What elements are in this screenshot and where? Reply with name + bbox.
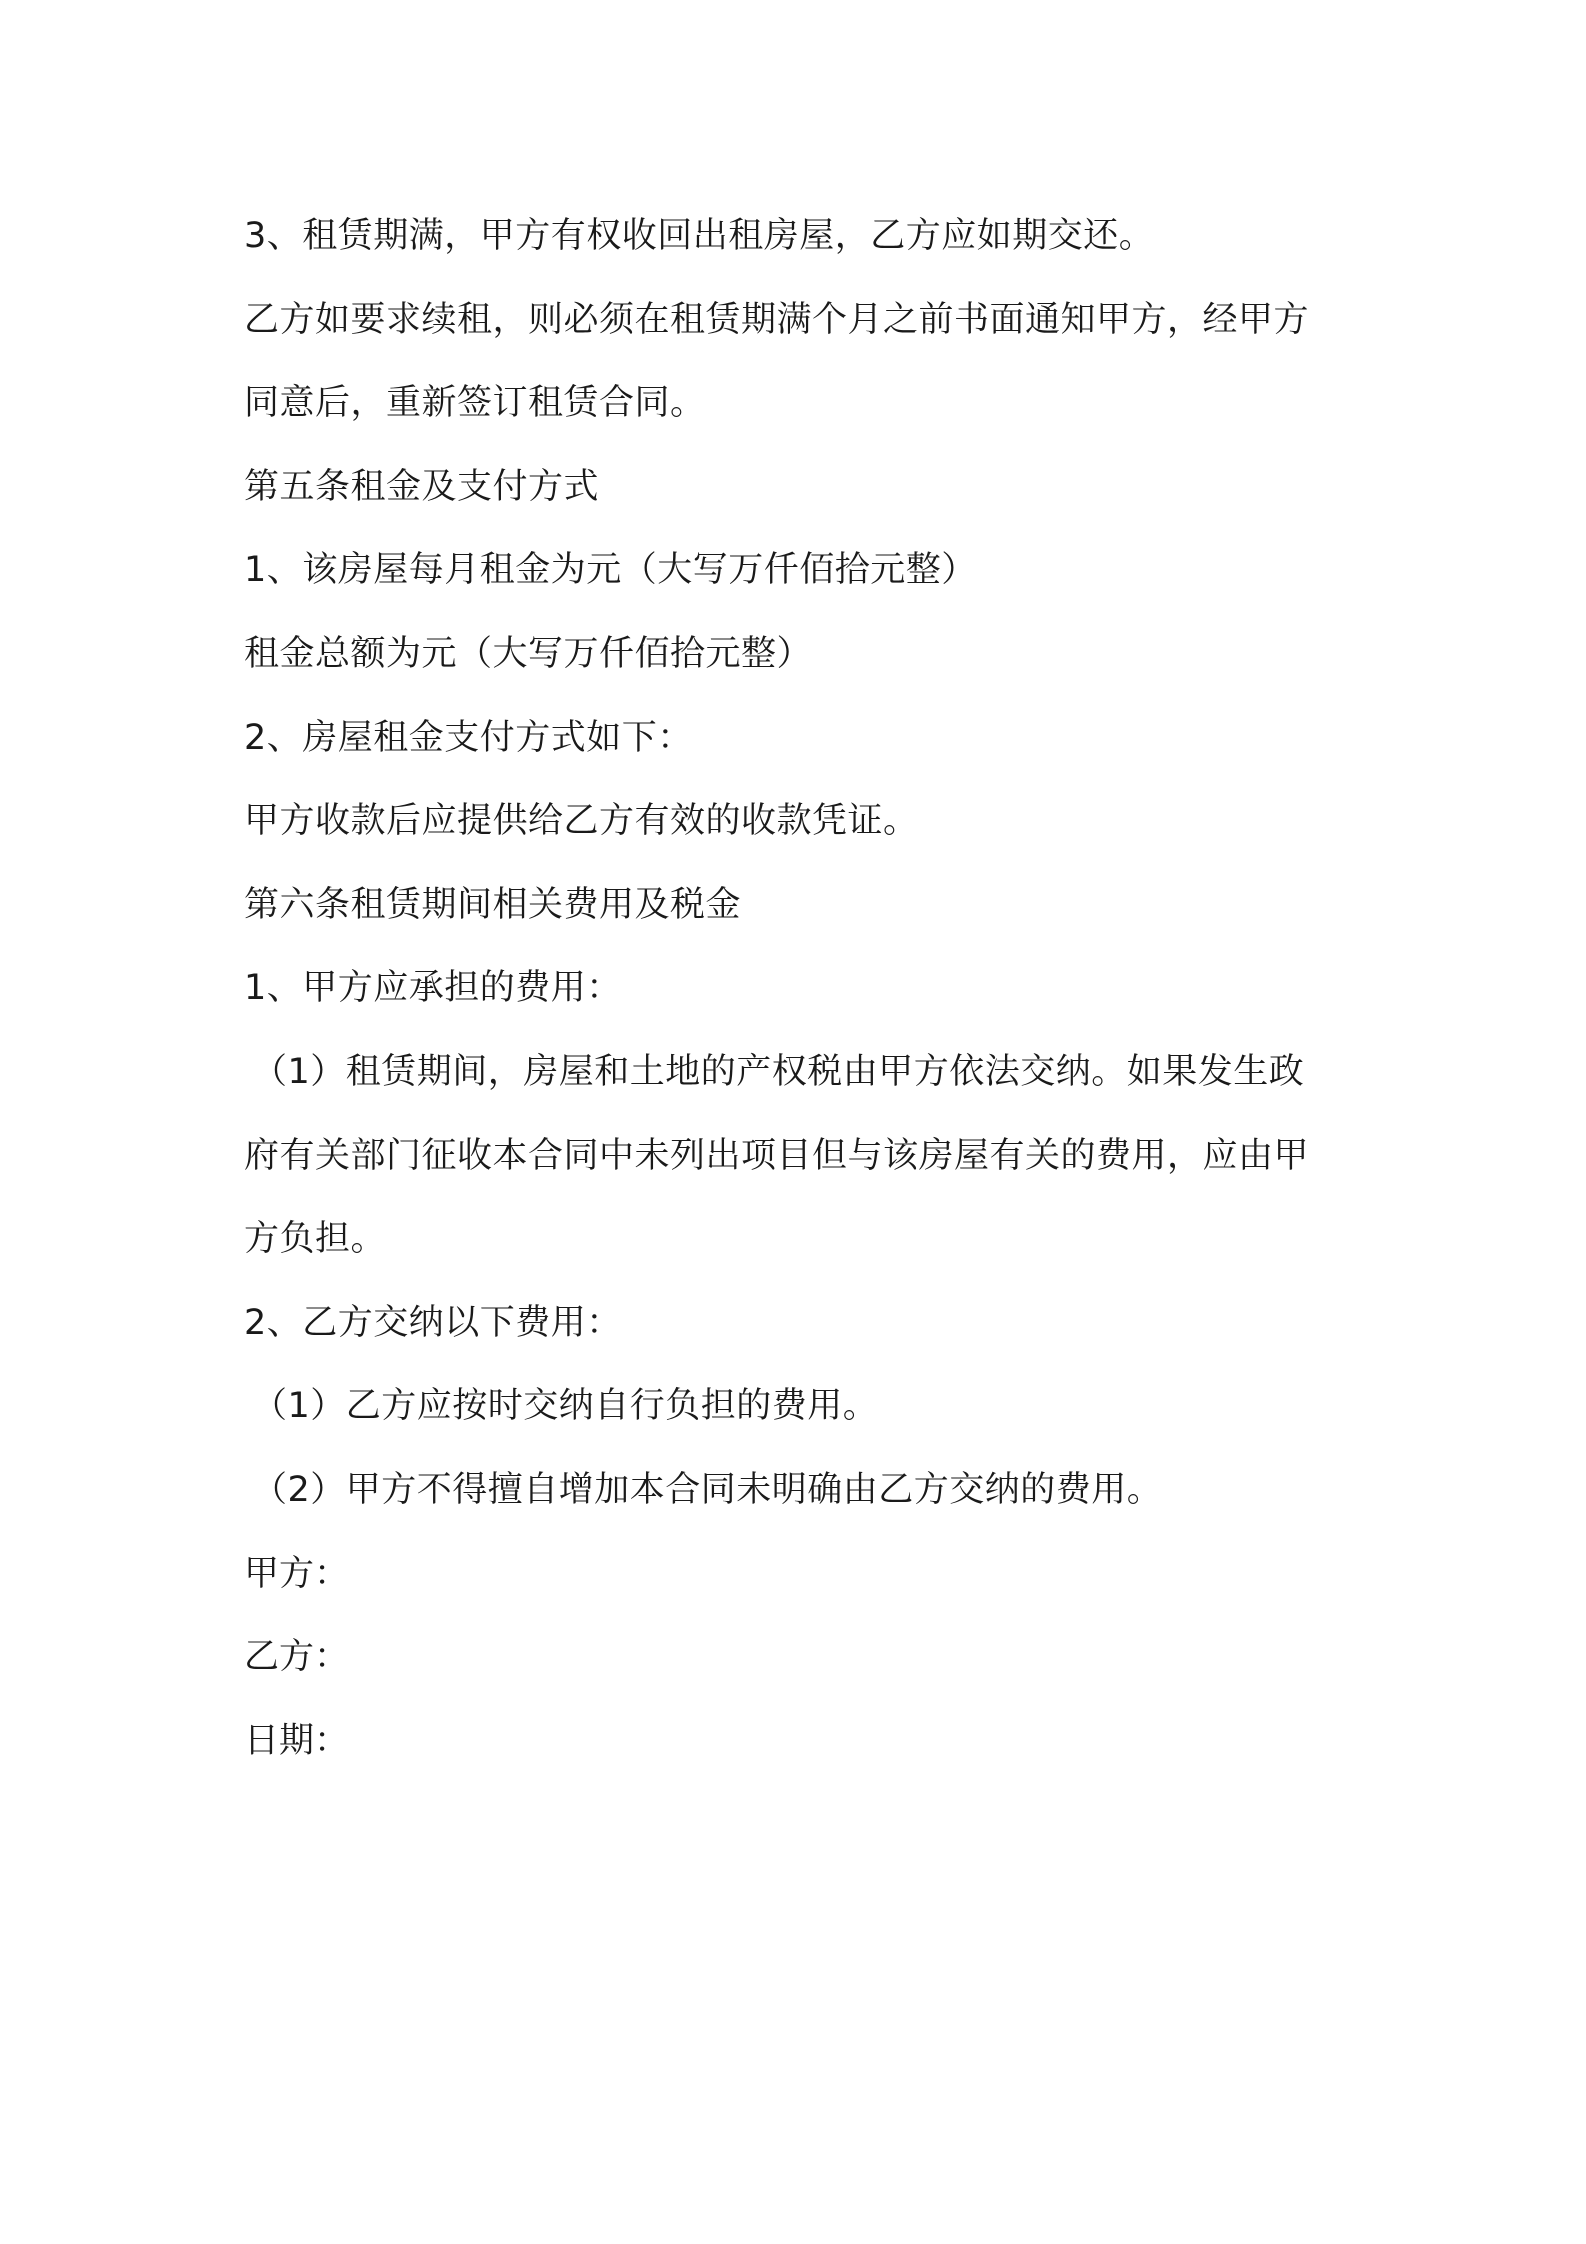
party-a-signature-label: 甲方：	[244, 1553, 350, 1594]
party-a-fee-item-1-line-1: （1）租赁期间，房屋和土地的产权税由甲方依法交纳。如果发生政	[252, 1051, 1305, 1092]
payment-method-clause: 2、房屋租金支付方式如下：	[244, 717, 693, 758]
article-5-heading: 第五条租金及支付方式	[244, 466, 600, 507]
party-b-signature-label: 乙方：	[244, 1637, 350, 1678]
party-b-fee-item-1: （1）乙方应按时交纳自行负担的费用。	[252, 1386, 879, 1427]
renewal-notice-line-1: 乙方如要求续租，则必须在租赁期满个月之前书面通知甲方，经甲方	[244, 299, 1310, 340]
party-b-fee-item-2: （2）甲方不得擅自增加本合同未明确由乙方交纳的费用。	[252, 1469, 1163, 1510]
party-a-fee-item-1-line-3: 方负担。	[244, 1219, 387, 1260]
receipt-clause: 甲方收款后应提供给乙方有效的收款凭证。	[244, 801, 919, 842]
party-a-fees-heading: 1、甲方应承担的费用：	[244, 968, 622, 1009]
document-body	[244, 195, 1364, 1783]
clause-3-expiry: 3、租赁期满，甲方有权收回出租房屋，乙方应如期交还。	[244, 216, 1155, 256]
party-b-fees-heading: 2、乙方交纳以下费用：	[244, 1302, 622, 1343]
date-label: 日期：	[244, 1720, 350, 1761]
monthly-rent-clause: 1、该房屋每月租金为元（大写万仟佰拾元整）	[244, 550, 977, 591]
total-rent-clause: 租金总额为元（大写万仟佰拾元整）	[244, 633, 813, 674]
renewal-notice-line-2: 同意后，重新签订租赁合同。	[244, 383, 706, 424]
party-a-fee-item-1-line-2: 府有关部门征收本合同中未列出项目但与该房屋有关的费用，应由甲	[244, 1135, 1310, 1176]
article-6-heading: 第六条租赁期间相关费用及税金	[244, 884, 742, 925]
